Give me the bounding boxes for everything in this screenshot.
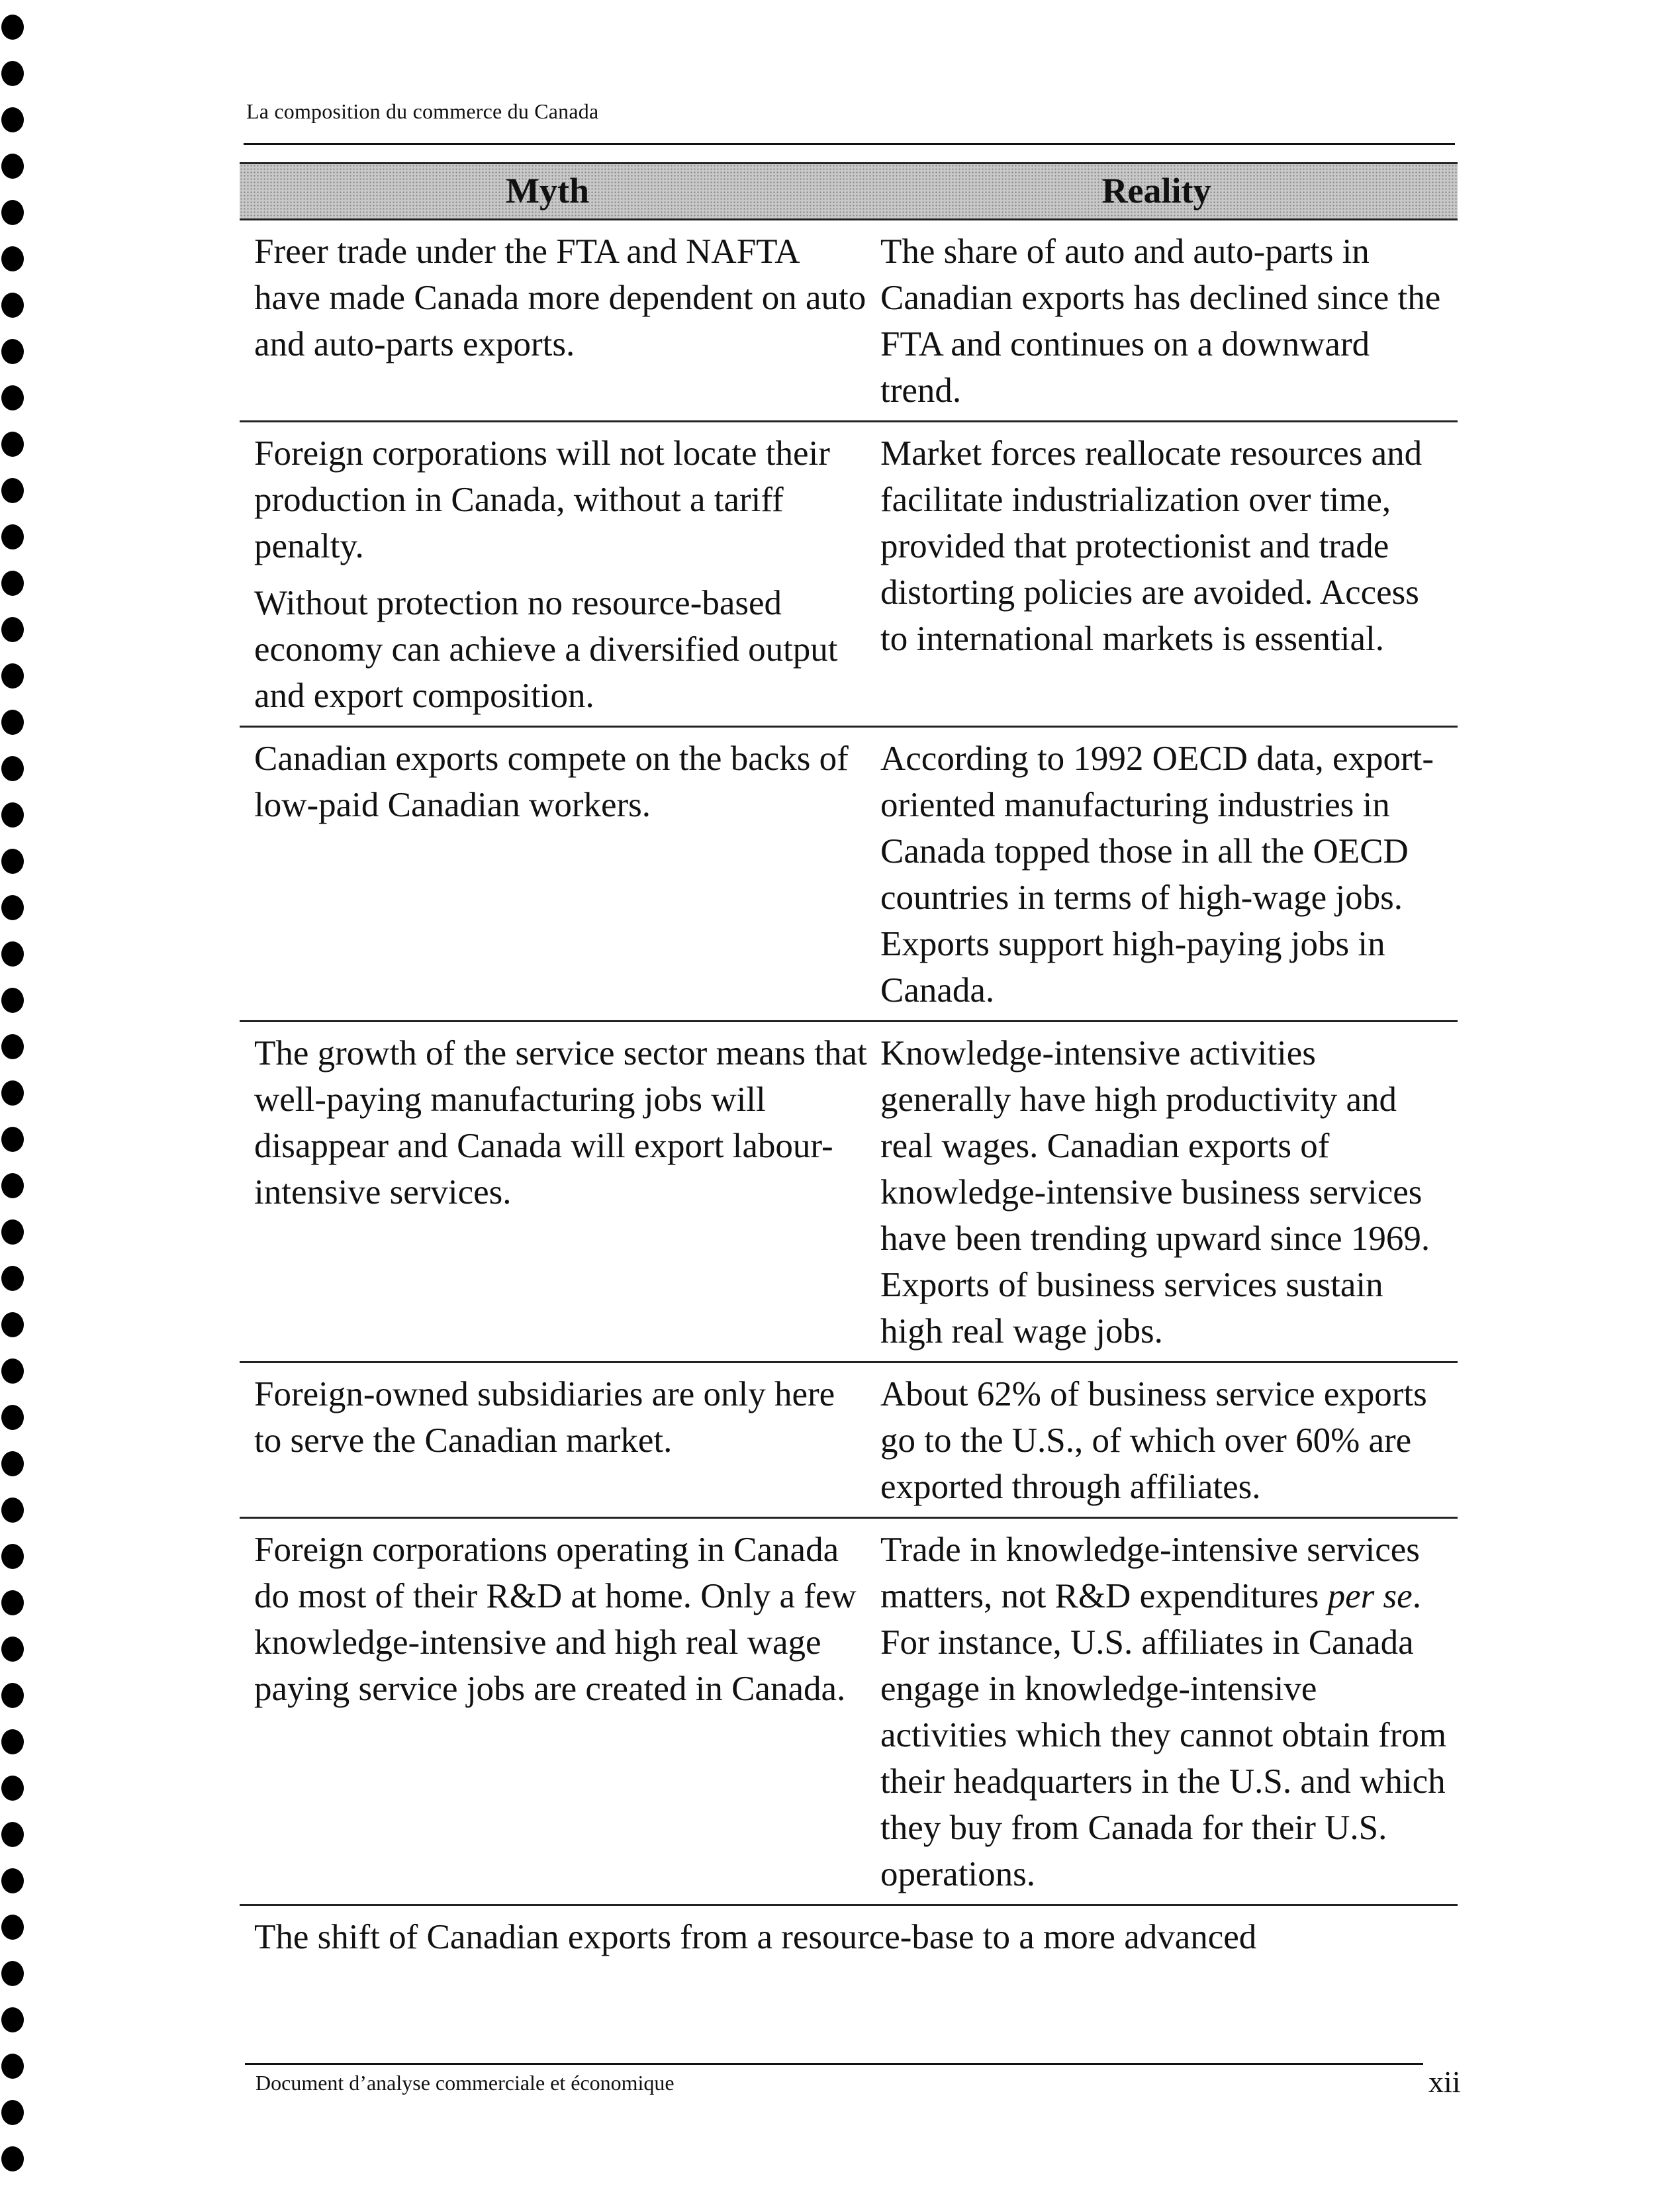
binding-hole	[1, 663, 24, 689]
binding-hole	[1, 478, 24, 503]
myth-column-header: Myth	[506, 171, 589, 211]
reality-cell	[875, 422, 1458, 726]
table-row	[240, 1363, 1458, 1519]
binding-hole	[1, 15, 24, 40]
myth-cell	[240, 422, 875, 726]
binding-holes	[0, 0, 29, 2190]
reality-cell	[875, 1022, 1458, 1361]
binding-hole	[1, 107, 24, 132]
myth-reality-table	[240, 162, 1458, 1960]
continuation-text: The shift of Canadian exports from a resource-base to a more advanced	[254, 1918, 1257, 1956]
binding-hole	[1, 1729, 24, 1754]
binding-hole	[1, 1034, 24, 1059]
binding-hole	[1, 1219, 24, 1245]
binding-hole	[1, 1683, 24, 1708]
myth-cell	[240, 1519, 875, 1904]
binding-hole	[1, 1405, 24, 1430]
table-row	[240, 220, 1458, 422]
myth-text: Foreign corporations operating in Canada do most of their R&D at home. Only a few knowledge-intensive and high real wage paying service jobs are created in Canada.	[254, 1531, 857, 1708]
reality-cell	[875, 728, 1458, 1020]
myth-text: Freer trade under the FTA and NAFTA have made Canada more dependent on auto and auto-parts exports.	[254, 232, 866, 363]
binding-hole	[1, 293, 24, 318]
binding-hole	[1, 802, 24, 828]
table-row	[240, 728, 1458, 1022]
binding-hole	[1, 756, 24, 781]
footer-text: Document d’analyse commerciale et économique	[256, 2071, 675, 2095]
table-row	[240, 1519, 1458, 1906]
myth-text: Foreign corporations will not locate their production in Canada, without a tariff penalty.	[254, 434, 830, 565]
binding-hole	[1, 2054, 24, 2079]
binding-hole	[1, 895, 24, 920]
binding-hole	[1, 1590, 24, 1615]
binding-hole	[1, 1868, 24, 1893]
reality-text: Market forces reallocate resources and facilitate industrialization over time, provided that protectionist and trade distorting policies are avoided. Access to international markets is essential.	[880, 434, 1423, 658]
reality-text: Knowledge-intensive activities generally have high productivity and real wages. Canadian exports of knowledge-intensive business services have been trending upward since 1969. Exports of business services sustain high real wage jobs.	[880, 1034, 1430, 1351]
binding-hole	[1, 617, 24, 642]
binding-hole	[1, 154, 24, 179]
myth-text: Foreign-owned subsidiaries are only here to serve the Canadian market.	[254, 1375, 835, 1460]
reality-text: According to 1992 OECD data, export-oriented manufacturing industries in Canada topped those in all the OECD countries in terms of high-wage jobs. Exports support high-paying jobs in Canada.	[880, 739, 1434, 1010]
reality-text	[880, 1527, 1451, 1897]
myth-text: Without protection no resource-based economy can achieve a diversified output and export composition.	[254, 584, 838, 715]
reality-cell	[875, 1363, 1458, 1517]
reality-text: About 62% of business service exports go to the U.S., of which over 60% are exported through affiliates.	[880, 1375, 1427, 1506]
reality-text: The share of auto and auto-parts in Canadian exports has declined since the FTA and continues on a downward trend.	[880, 232, 1441, 410]
header-rule	[244, 143, 1455, 145]
reality-text-before: Trade in knowledge-intensive services matters, not R&D expenditures	[880, 1531, 1420, 1615]
myth-cell	[240, 1022, 875, 1361]
reality-cell	[875, 1519, 1458, 1904]
footer-rule	[245, 2063, 1423, 2065]
binding-hole	[1, 1173, 24, 1198]
binding-hole	[1, 988, 24, 1013]
binding-hole	[1, 1080, 24, 1106]
myth-text: Canadian exports compete on the backs of low-paid Canadian workers.	[254, 739, 849, 824]
binding-hole	[1, 710, 24, 735]
binding-hole	[1, 1266, 24, 1291]
binding-hole	[1, 200, 24, 225]
reality-cell	[875, 220, 1458, 420]
myth-text: The growth of the service sector means that well-paying manufacturing jobs will disappear and Canada will export labour-intensive services.	[254, 1034, 867, 1212]
binding-hole	[1, 2100, 24, 2125]
binding-hole	[1, 1358, 24, 1384]
binding-hole	[1, 1776, 24, 1801]
myth-cell	[240, 1363, 875, 1517]
myth-cell	[240, 728, 875, 1020]
page-number: xii	[1428, 2065, 1461, 2099]
binding-hole	[1, 385, 24, 410]
binding-hole	[1, 1915, 24, 1940]
reality-text-after: . For instance, U.S. affiliates in Canada engage in knowledge-intensive activities which they cannot obtain from their headquarters in the U.S. and which they buy from Canada for their U.S. operations.	[880, 1577, 1447, 1893]
binding-hole	[1, 1498, 24, 1523]
table-row	[240, 1022, 1458, 1363]
binding-hole	[1, 1961, 24, 1986]
table-row	[240, 422, 1458, 728]
reality-column-header: Reality	[1101, 171, 1211, 211]
running-header: La composition du commerce du Canada	[246, 99, 599, 123]
binding-hole	[1, 1822, 24, 1847]
myth-cell	[240, 220, 875, 420]
reality-text-italic: per se	[1327, 1577, 1413, 1615]
binding-hole	[1, 849, 24, 874]
binding-hole	[1, 2007, 24, 2032]
binding-hole	[1, 524, 24, 549]
binding-hole	[1, 941, 24, 967]
binding-hole	[1, 1544, 24, 1569]
binding-hole	[1, 432, 24, 457]
binding-hole	[1, 571, 24, 596]
binding-hole	[1, 1451, 24, 1476]
table-header	[240, 162, 1458, 220]
binding-hole	[1, 339, 24, 364]
binding-hole	[1, 2146, 24, 2171]
binding-hole	[1, 1127, 24, 1152]
binding-hole	[1, 1637, 24, 1662]
binding-hole	[1, 61, 24, 86]
binding-hole	[1, 1312, 24, 1337]
binding-hole	[1, 246, 24, 271]
